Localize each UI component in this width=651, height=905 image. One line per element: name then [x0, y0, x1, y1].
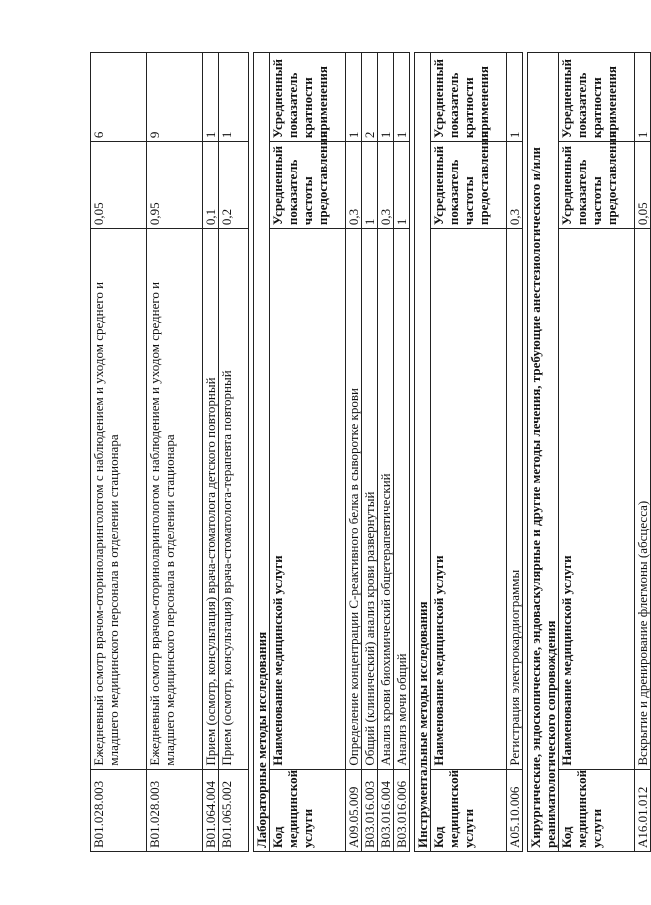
mult-cell: 1: [378, 53, 394, 142]
table-row: [203, 53, 219, 852]
freq-cell: 0,3: [507, 142, 523, 229]
table-row: [362, 53, 378, 852]
services-table: [90, 52, 651, 852]
header-row: [270, 53, 346, 852]
code-cell: B01.065.002: [219, 769, 249, 851]
name-cell: Прием (осмотр, консультация) врача-стоматолога-терапевта повторный: [219, 229, 249, 770]
mult-cell: 1: [635, 53, 651, 142]
freq-cell: 1: [394, 142, 410, 229]
code-cell: A09.05.009: [346, 769, 362, 851]
table-row: [219, 53, 249, 852]
mult-cell: 1: [346, 53, 362, 142]
name-cell: Прием (осмотр, консультация) врача-стоматолога детского повторный: [203, 229, 219, 770]
header-name: Наименование медицинской услуги: [270, 229, 346, 770]
section-title-row: [528, 53, 559, 852]
code-cell: A16.01.012: [635, 769, 651, 851]
mult-cell: 1: [394, 53, 410, 142]
mult-cell: 2: [362, 53, 378, 142]
name-cell: Регистрация электрокардиограммы: [507, 229, 523, 770]
table-row: [147, 53, 203, 852]
mult-cell: 1: [203, 53, 219, 142]
name-cell: Анализ мочи общий: [394, 229, 410, 770]
code-cell: B01.028.003: [91, 769, 147, 851]
code-cell: A05.10.006: [507, 769, 523, 851]
header-name: Наименование медицинской услуги: [559, 229, 635, 770]
section-title: Инструментальные методы исследования: [415, 53, 431, 852]
header-row: [431, 53, 507, 852]
freq-cell: 0,1: [203, 142, 219, 229]
table-row: [507, 53, 523, 852]
name-cell: Анализ крови биохимический общетерапевтический: [378, 229, 394, 770]
table-row: [346, 53, 362, 852]
section-title: Лабораторные методы исследования: [254, 53, 270, 852]
name-cell: Вскрытие и дренирование флегмоны (абсцесса): [635, 229, 651, 770]
code-cell: B03.016.006: [394, 769, 410, 851]
name-cell: Общий (клинический) анализ крови развернутый: [362, 229, 378, 770]
section-title-row: [254, 53, 270, 852]
header-code: Код медицинской услуги: [431, 769, 507, 851]
header-mult: Усредненный показатель кратности применения: [270, 53, 346, 142]
table-row: [91, 53, 147, 852]
mult-cell: 1: [507, 53, 523, 142]
header-name: Наименование медицинской услуги: [431, 229, 507, 770]
rotated-table-container: [90, 52, 650, 852]
mult-cell: 9: [147, 53, 203, 142]
header-code: Код медицинской услуги: [559, 769, 635, 851]
name-cell: Определение концентрации C-реактивного белка в сыворотке крови: [346, 229, 362, 770]
mult-cell: 6: [91, 53, 147, 142]
freq-cell: 0,3: [346, 142, 362, 229]
mult-cell: 1: [219, 53, 249, 142]
freq-cell: 0,3: [378, 142, 394, 229]
table-row: [635, 53, 651, 852]
header-row: [559, 53, 635, 852]
code-cell: B01.064.004: [203, 769, 219, 851]
code-cell: B03.016.003: [362, 769, 378, 851]
header-freq: Усредненный показатель частоты предоставления: [431, 142, 507, 229]
name-cell: Ежедневный осмотр врачом-оториноларингологом с наблюдением и уходом среднего и младшего медицинского персонала в отделении стационара: [91, 229, 147, 770]
freq-cell: 0,05: [91, 142, 147, 229]
section-title: Хирургические, эндоскопические, эндоваскулярные и другие методы лечения, требующие анестезиологического и/или реаниматологического сопровождения: [528, 53, 559, 852]
freq-cell: 0,95: [147, 142, 203, 229]
freq-cell: 0,2: [219, 142, 249, 229]
section-title-row: [415, 53, 431, 852]
header-code: Код медицинской услуги: [270, 769, 346, 851]
header-mult: Усредненный показатель кратности применения: [431, 53, 507, 142]
name-cell: Ежедневный осмотр врачом-оториноларингологом с наблюдением и уходом среднего и младшего медицинского персонала в отделении стационара: [147, 229, 203, 770]
header-freq: Усредненный показатель частоты предоставления: [270, 142, 346, 229]
code-cell: B01.028.003: [147, 769, 203, 851]
freq-cell: 0,05: [635, 142, 651, 229]
freq-cell: 1: [362, 142, 378, 229]
table-row: [394, 53, 410, 852]
header-freq: Усредненный показатель частоты предоставления: [559, 142, 635, 229]
table-row: [378, 53, 394, 852]
code-cell: B03.016.004: [378, 769, 394, 851]
header-mult: Усредненный показатель кратности применения: [559, 53, 635, 142]
